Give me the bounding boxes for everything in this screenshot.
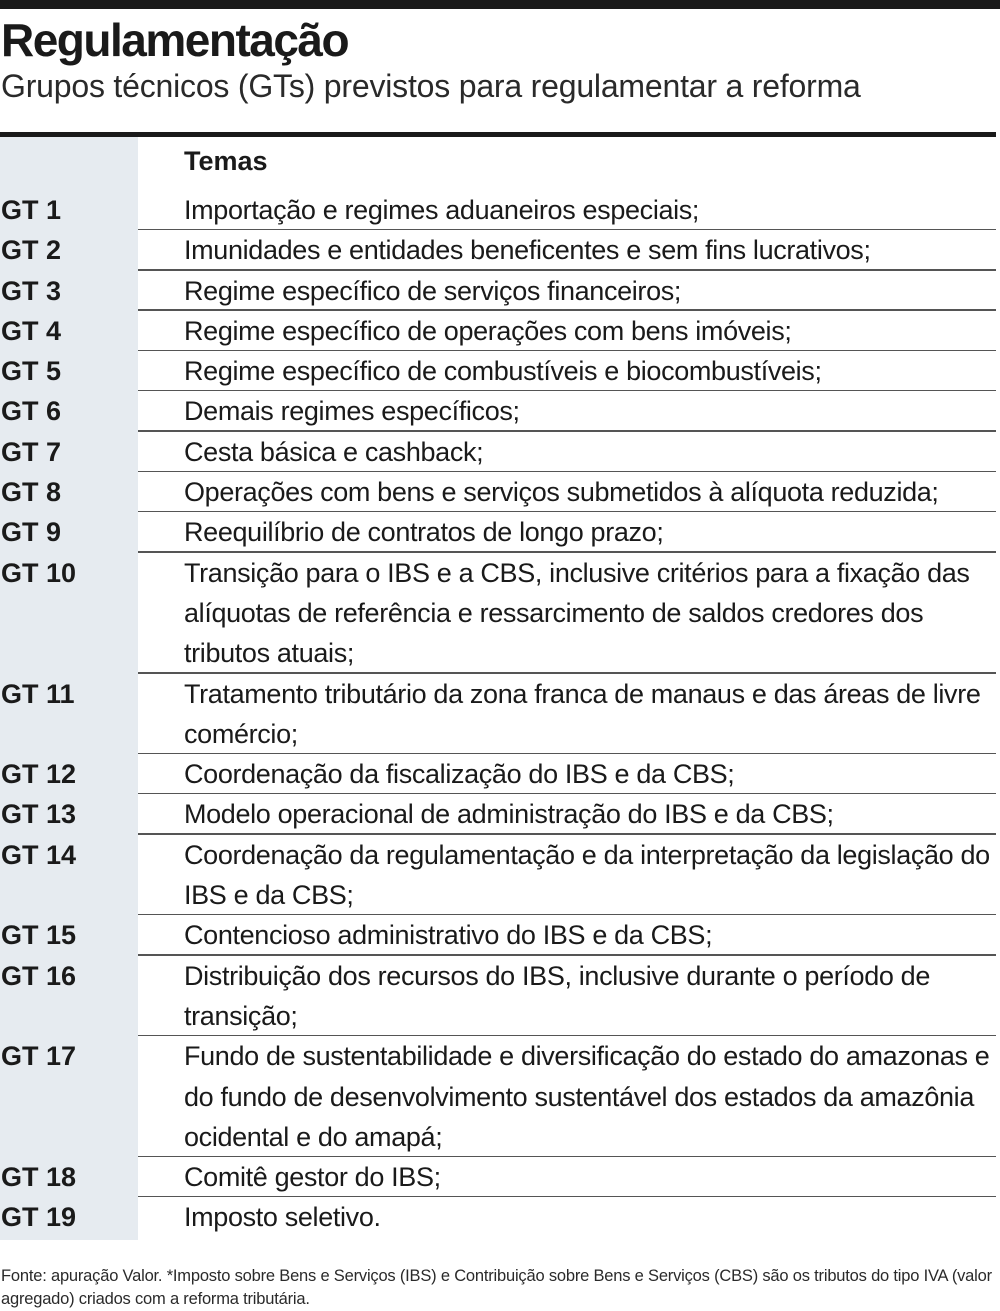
tema-text: Transição para o IBS e a CBS, inclusive critérios para a fixação das alíquotas de referência e ressarcimento de saldos credores dos tributos atuais; xyxy=(184,557,970,669)
gt-label: GT 9 xyxy=(1,517,62,548)
tema-text: Coordenação da regulamentação e da interpretação da legislação do IBS e da CBS; xyxy=(184,839,990,911)
table-row xyxy=(0,351,996,391)
gt-label: GT 8 xyxy=(1,477,62,508)
gt-label: GT 7 xyxy=(1,436,62,467)
gt-label: GT 17 xyxy=(1,1041,77,1072)
table-row xyxy=(0,391,996,431)
gt-label: GT 6 xyxy=(1,396,62,427)
table-row xyxy=(0,956,996,1037)
tema-text: Regime específico de combustíveis e biocombustíveis; xyxy=(184,356,822,387)
tema-text: Cesta básica e cashback; xyxy=(184,436,484,467)
table-row xyxy=(0,472,996,512)
table-row xyxy=(0,512,996,552)
table-row xyxy=(0,754,996,794)
tema-text: Importação e regimes aduaneiros especiais; xyxy=(184,195,700,225)
gt-label: GT 1 xyxy=(1,195,62,225)
gt-label: GT 3 xyxy=(1,275,62,306)
table-row xyxy=(0,553,996,674)
table-row xyxy=(0,271,996,311)
table-row xyxy=(0,794,996,834)
gt-table xyxy=(0,190,996,1238)
gt-label: GT 15 xyxy=(1,920,77,951)
top-bar xyxy=(0,0,1000,9)
gt-label: GT 12 xyxy=(1,759,77,790)
table-row xyxy=(0,311,996,351)
table-row xyxy=(0,190,996,230)
tema-text: Imunidades e entidades beneficentes e sem fins lucrativos; xyxy=(184,235,871,266)
tema-text: Operações com bens e serviços submetidos à alíquota reduzida; xyxy=(184,477,939,508)
gt-label: GT 13 xyxy=(1,799,77,830)
tema-text: Coordenação da fiscalização do IBS e da CBS; xyxy=(184,759,735,790)
gt-label: GT 2 xyxy=(1,235,62,266)
tema-text: Demais regimes específicos; xyxy=(184,396,520,427)
gt-label: GT 11 xyxy=(1,678,75,709)
tema-text: Comitê gestor do IBS; xyxy=(184,1162,441,1193)
table-row xyxy=(0,230,996,270)
column-header-temas: Temas xyxy=(184,146,268,176)
tema-text: Fundo de sustentabilidade e diversificação do estado do amazonas e do fundo de desenvolvimento sustentável dos estados da amazônia ocidental e do amapá; xyxy=(184,1041,990,1152)
tema-text: Regime específico de operações com bens imóveis; xyxy=(184,315,792,346)
gt-label: GT 5 xyxy=(1,356,62,387)
table-row xyxy=(0,432,996,472)
table-row xyxy=(0,915,996,955)
table-row xyxy=(0,1157,996,1197)
gt-label: GT 4 xyxy=(1,315,62,346)
page-title: Regulamentação xyxy=(1,14,349,66)
tema-text: Modelo operacional de administração do IBS e da CBS; xyxy=(184,799,834,830)
table-row xyxy=(0,674,996,755)
tema-text: Tratamento tributário da zona franca de manaus e das áreas de livre comércio; xyxy=(184,678,981,749)
source-footnote: Fonte: apuração Valor. *Imposto sobre Bens e Serviços (IBS) e Contribuição sobre Bens e Serviços (CBS) são os tributos do tipo IVA (valor agregado) criados com a reforma tributária. xyxy=(1,1267,992,1308)
gt-label: GT 19 xyxy=(1,1202,77,1233)
header-rule xyxy=(0,132,996,137)
table-row xyxy=(0,1197,996,1237)
gt-label: GT 16 xyxy=(1,960,77,991)
tema-text: Reequilíbrio de contratos de longo prazo; xyxy=(184,517,664,548)
table-row xyxy=(0,835,996,916)
tema-text: Imposto seletivo. xyxy=(184,1202,381,1233)
gt-label: GT 18 xyxy=(1,1162,77,1193)
table-row xyxy=(0,1036,996,1157)
tema-text: Contencioso administrativo do IBS e da CBS; xyxy=(184,920,713,951)
gt-label: GT 14 xyxy=(1,839,77,870)
page-subtitle: Grupos técnicos (GTs) previstos para regulamentar a reforma xyxy=(1,68,861,104)
tema-text: Regime específico de serviços financeiros; xyxy=(184,275,682,306)
tema-text: Distribuição dos recursos do IBS, inclusive durante o período de transição; xyxy=(184,960,931,1031)
gt-label: GT 10 xyxy=(1,557,77,588)
